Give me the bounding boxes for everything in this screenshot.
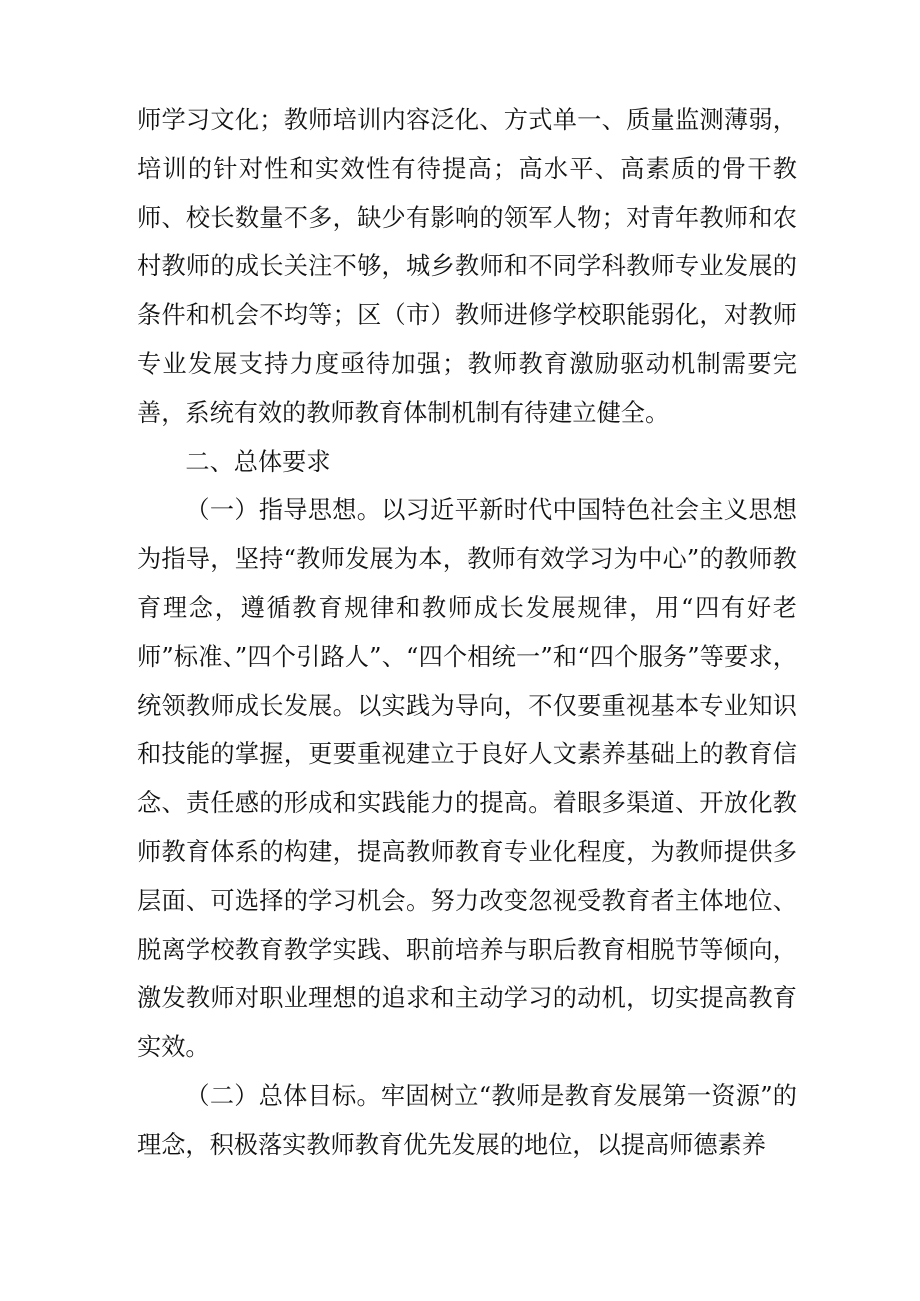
- document-page: [137, 96, 797, 1170]
- paragraph-guiding-ideology: （一）指导思想。以习近平新时代中国特色社会主义思想为指导，坚持“教师发展为本，教师有效学习为中心”的教师教育理念，遵循教育规律和教师成长发展规律，用“四有好老师”标准、”四个引路人”、“四个相统一”和“四个服务”等要求，统领教师成长发展。以实践为导向，不仅要重视基本专业知识和技能的掌握，更要重视建立于良好人文素养基础上的教育信念、责任感的形成和实践能力的提高。着眼多渠道、开放化教师教育体系的构建，提高教师教育专业化程度，为教师提供多层面、可选择的学习机会。努力改变忽视受教育者主体地位、脱离学校教育教学实践、职前培养与职后教育相脱节等倾向，激发教师对职业理想的追求和主动学习的动机，切实提高教育实效。: [137, 496, 797, 1062]
- section-heading-overall-requirements: 二、总体要求: [185, 447, 331, 476]
- paragraph-continuation: 师学习文化；教师培训内容泛化、方式单一、质量监测薄弱，培训的针对性和实效性有待提高；高水平、高素质的骨干教师、校长数量不多，缺少有影响的领军人物；对青年教师和农村教师的成长关注不够，城乡教师和不同学科教师专业发展的条件和机会不均等；区（市）教师进修学校职能弱化，对教师专业发展支持力度亟待加强；教师教育激励驱动机制需要完善，系统有效的教师教育体制机制有待建立健全。: [137, 106, 797, 427]
- paragraph-overall-goal: （二）总体目标。牢固树立“教师是教育发展第一资源”的理念，积极落实教师教育优先发展的地位，以提高师德素养: [137, 1081, 797, 1159]
